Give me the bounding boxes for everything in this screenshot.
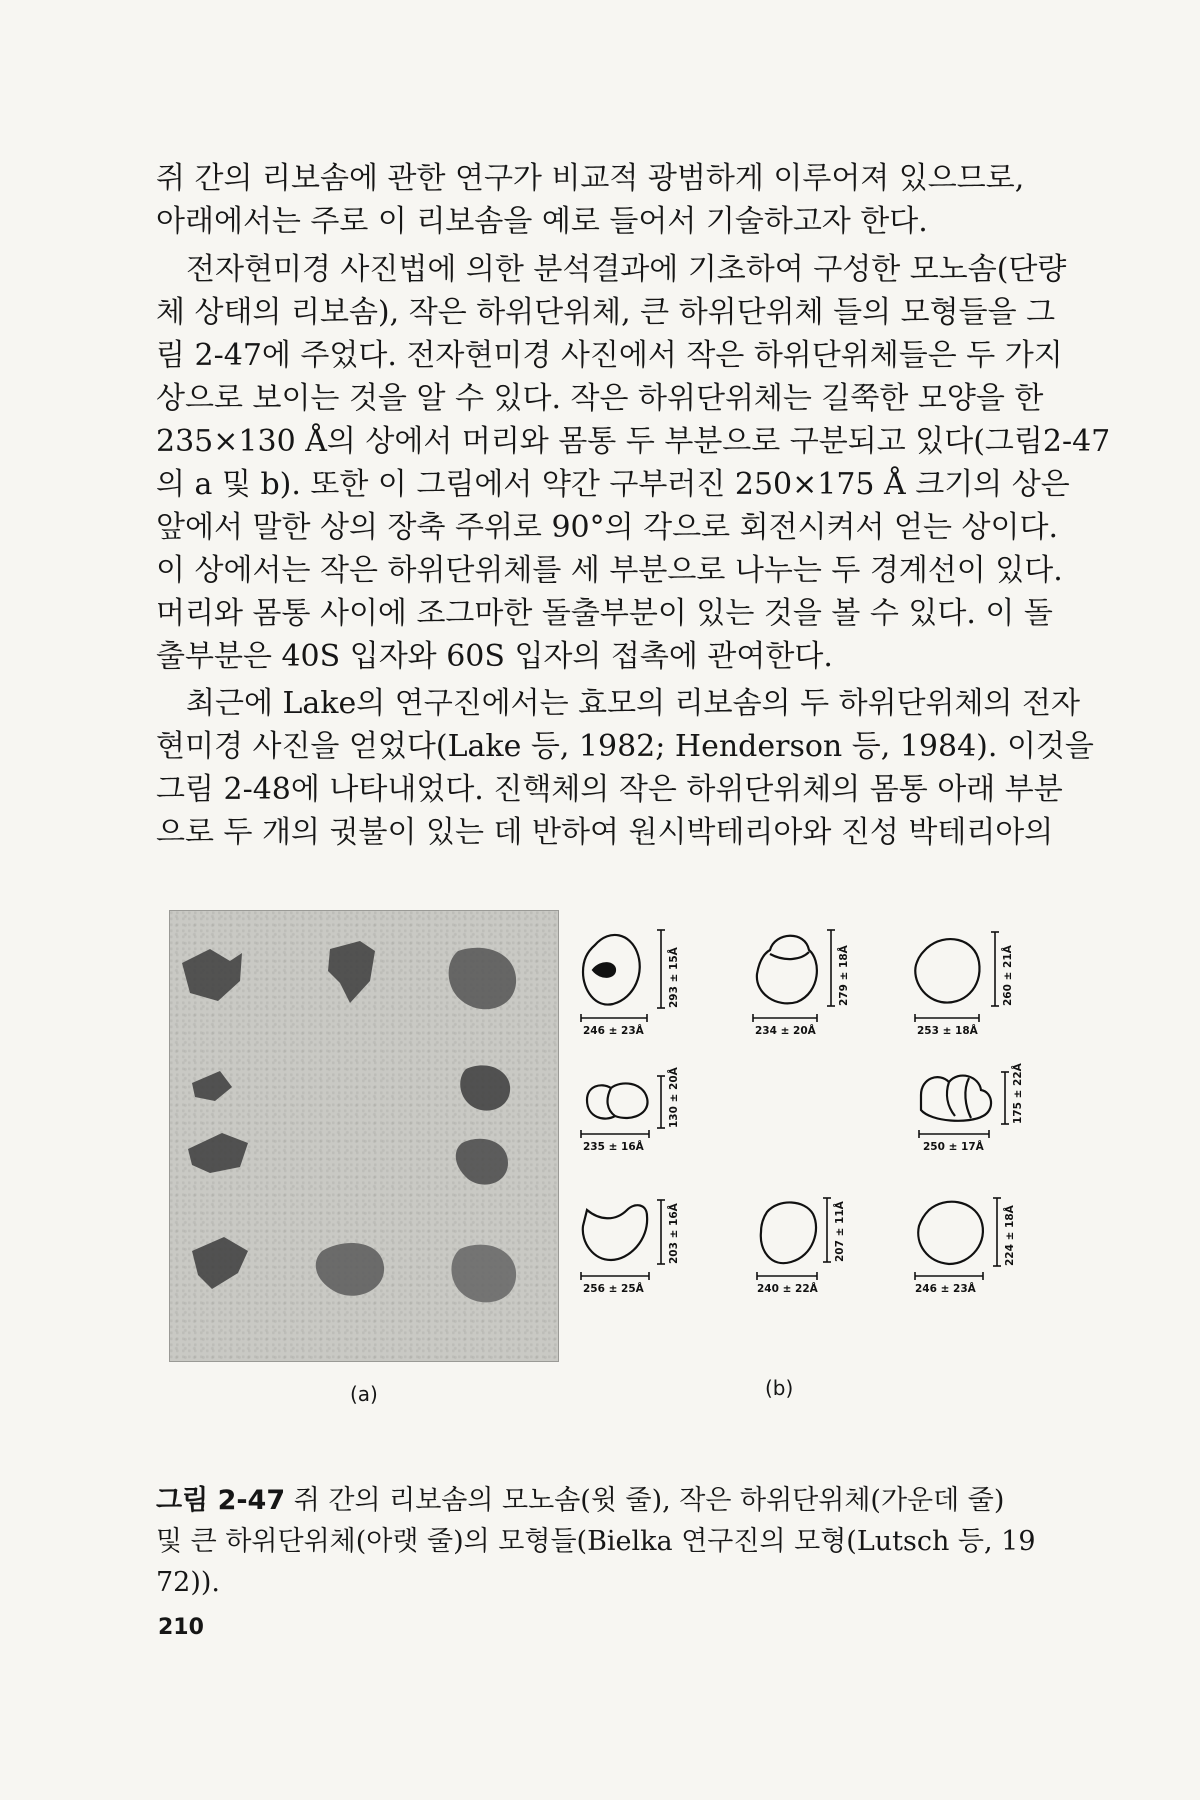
small-subunit-outline — [587, 1083, 648, 1118]
dimension-label: 207 ± 11Å — [834, 1201, 846, 1262]
caption-line — [156, 1480, 1036, 1521]
micrograph-particles — [170, 911, 558, 1361]
page-number: 210 — [158, 1615, 204, 1640]
large-subunit-outline — [918, 1202, 983, 1264]
text-line: 출부분은 40S 입자와 60S 입자의 접촉에 관여한다. — [156, 639, 833, 674]
text-line: 이 상에서는 작은 하위단위체를 세 부분으로 나누는 두 경계선이 있다. — [156, 553, 1063, 588]
text-line: 림 2-47에 주었다. 전자현미경 사진에서 작은 하위단위체들은 두 가지 — [156, 338, 1063, 373]
caption-line: 72)). — [156, 1567, 221, 1598]
text-line: 상으로 보이는 것을 알 수 있다. 작은 하위단위체는 길쭉한 모양을 한 — [156, 381, 1044, 416]
paragraph-3 — [156, 682, 1094, 854]
dimension-label: 253 ± 18Å — [917, 1025, 978, 1037]
electron-micrograph — [169, 910, 559, 1362]
particle — [449, 948, 516, 1009]
particle — [316, 1243, 384, 1296]
particle — [451, 1245, 516, 1303]
particle — [192, 1071, 232, 1101]
dimension-label: 246 ± 23Å — [915, 1283, 976, 1295]
paragraph-1 — [156, 157, 1036, 243]
figure-caption — [156, 1480, 1036, 1603]
dimension-label: 260 ± 21Å — [1002, 945, 1014, 1006]
dimension-label: 130 ± 20Å — [668, 1067, 680, 1128]
dimension-label: 246 ± 23Å — [583, 1025, 644, 1037]
dimension-label: 175 ± 22Å — [1012, 1063, 1024, 1124]
particle — [460, 1065, 510, 1110]
dimension-label: 250 ± 17Å — [923, 1141, 984, 1153]
text-line: 전자현미경 사진법에 의한 분석결과에 기초하여 구성한 모노솜(단량 — [186, 252, 1067, 287]
caption-label: 그림 2-47 — [156, 1485, 286, 1516]
text-line: 그림 2-48에 나타내었다. 진핵체의 작은 하위단위체의 몸통 아래 부분 — [156, 772, 1063, 807]
particle — [188, 1133, 248, 1173]
dimension-label: 224 ± 18Å — [1004, 1205, 1016, 1266]
caption-line: 및 큰 하위단위체(아랫 줄)의 모형들(Bielka 연구진의 모형(Lutsch 등, 19 — [156, 1526, 1036, 1557]
text-line: 235×130 Å의 상에서 머리와 몸통 두 부분으로 구분되고 있다(그림2-47 — [156, 424, 1111, 459]
dimension-label: 203 ± 16Å — [668, 1203, 680, 1264]
text-line: 최근에 Lake의 연구진에서는 효모의 리보솜의 두 하위단위체의 전자 — [186, 686, 1080, 721]
text-line: 아래에서는 주로 이 리보솜을 예로 들어서 기술하고자 한다. — [156, 204, 928, 239]
paragraph-2 — [156, 248, 1111, 678]
monosome-outline — [915, 939, 979, 1002]
dimension-label: 293 ± 15Å — [668, 947, 680, 1008]
large-subunit-outline — [761, 1202, 816, 1263]
dimension-label: 240 ± 22Å — [757, 1283, 818, 1295]
particle — [182, 949, 242, 1001]
subfigure-label-a: (a) — [350, 1382, 378, 1406]
text-line: 체 상태의 리보솜), 작은 하위단위체, 큰 하위단위체 들의 모형들을 그 — [156, 295, 1056, 330]
text-line: 쥐 간의 리보솜에 관한 연구가 비교적 광범하게 이루어져 있으므로, — [156, 161, 1025, 196]
subfigure-label-b: (b) — [765, 1376, 794, 1400]
monosome-outline — [757, 936, 817, 1004]
model-diagrams — [565, 910, 1045, 1360]
text-line: 현미경 사진을 얻었다(Lake 등, 1982; Henderson 등, 1984). 이것을 — [156, 729, 1094, 764]
dimension-label: 235 ± 16Å — [583, 1141, 644, 1153]
model-drawings — [565, 910, 1045, 1360]
particle — [328, 941, 375, 1003]
small-subunit-outline — [921, 1076, 991, 1121]
figure-2-47 — [165, 910, 1045, 1470]
particle — [456, 1139, 508, 1185]
dimension-label: 279 ± 18Å — [838, 945, 850, 1006]
text-line: 으로 두 개의 귓불이 있는 데 반하여 원시박테리아와 진성 박테리아의 — [156, 815, 1054, 850]
monosome-inner — [593, 963, 615, 977]
dimension-label: 234 ± 20Å — [755, 1025, 816, 1037]
caption-text: 쥐 간의 리보솜의 모노솜(윗 줄), 작은 하위단위체(가운데 줄) — [285, 1485, 1005, 1516]
large-subunit-outline — [583, 1205, 647, 1260]
text-line: 의 a 및 b). 또한 이 그림에서 약간 구부러진 250×175 Å 크기의 상은 — [156, 467, 1070, 502]
text-line: 머리와 몸통 사이에 조그마한 돌출부분이 있는 것을 볼 수 있다. 이 돌 — [156, 596, 1053, 631]
particle — [192, 1237, 248, 1289]
text-line: 앞에서 말한 상의 장축 주위로 90°의 각으로 회전시켜서 얻는 상이다. — [156, 510, 1059, 545]
dimension-label: 256 ± 25Å — [583, 1283, 644, 1295]
